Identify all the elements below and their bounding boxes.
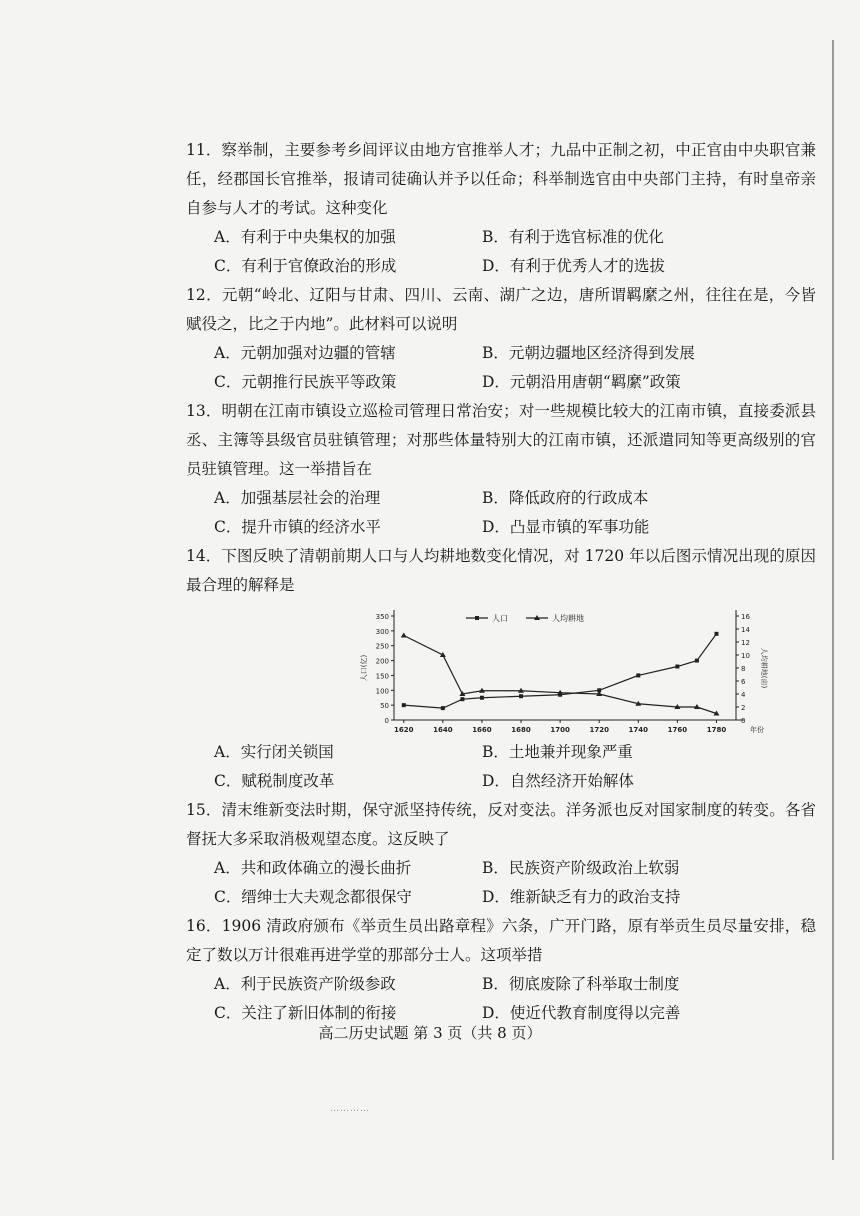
x-tick-label: 1720	[589, 726, 609, 734]
question-stem: 13．明朝在江南市镇设立巡检司管理日常治安；对一些规模比较大的江南市镇，直接委派县丞、主簿等县级官员驻镇管理；对那些体量特别大的江南市镇，还派遣同知等更高级别的官员驻镇管理。这一举措旨在	[186, 402, 816, 478]
chart-svg	[354, 602, 794, 738]
option-a[interactable]: A．实行闭关锁国	[214, 743, 334, 761]
left-tick-label: 300	[375, 627, 389, 636]
left-tick-label: 100	[375, 687, 389, 696]
point-population	[460, 697, 464, 701]
option-b[interactable]: B．土地兼并现象严重	[482, 743, 633, 761]
option-grid	[214, 339, 816, 397]
x-tick-label: 1680	[511, 726, 531, 734]
point-farmland	[401, 633, 407, 638]
option-grid	[214, 970, 816, 1028]
option-a[interactable]: A．加强基层社会的治理	[214, 489, 381, 507]
option-c[interactable]: C．赋税制度改革	[214, 772, 335, 790]
left-tick-label: 200	[375, 657, 389, 666]
question-15	[186, 796, 816, 912]
left-tick-label: 250	[375, 642, 389, 651]
option-a[interactable]: A．有利于中央集权的加强	[214, 228, 396, 246]
series-line-farmland	[404, 636, 717, 714]
x-tick-label: 1620	[394, 726, 414, 734]
option-a[interactable]: A．元朝加强对边疆的管辖	[214, 344, 396, 362]
option-c[interactable]: C．关注了新旧体制的衔接	[214, 1004, 397, 1022]
right-tick-label: 12	[741, 639, 750, 647]
question-list	[186, 136, 816, 1028]
question-16	[186, 912, 816, 1028]
option-c[interactable]: C．缙绅士大夫观念都很保守	[214, 888, 412, 906]
option-a[interactable]: A．利于民族资产阶级参政	[214, 975, 396, 993]
option-d[interactable]: D．元朝沿用唐朝“羁縻”政策	[482, 373, 681, 391]
option-c[interactable]: C．提升市镇的经济水平	[214, 518, 381, 536]
right-tick-label: 6	[741, 678, 746, 686]
option-b[interactable]: B．民族资产阶级政治上软弱	[482, 859, 680, 877]
x-tick-label: 1780	[706, 726, 727, 734]
page-footer: 高二历史试题 第 3 页（共 8 页）	[318, 1024, 542, 1042]
option-d[interactable]: D．自然经济开始解体	[482, 772, 634, 790]
question-stem: 11．察举制，主要参考乡闾评议由地方官推举人才；九品中正制之初，中正官由中央职官兼任，经郡国长官推举，报请司徒确认并予以任命；科举制选官由中央部门主持，有时皇帝亲自参与人才的考试。这种变化	[186, 141, 816, 217]
legend-marker-population	[475, 616, 479, 620]
option-c[interactable]: C．元朝推行民族平等政策	[214, 373, 397, 391]
option-d[interactable]: D．维新缺乏有力的政治支持	[482, 888, 681, 906]
point-population	[402, 703, 406, 707]
left-tick-label: 0	[384, 717, 389, 725]
option-c[interactable]: C．有利于官僚政治的形成	[214, 257, 397, 275]
right-axis-label: 人均耕地(亩)	[760, 647, 768, 689]
right-tick-label: 0	[741, 717, 746, 725]
left-tick-label: 350	[375, 613, 389, 621]
x-tick-label: 1740	[628, 726, 649, 734]
option-d[interactable]: D．凸显市镇的军事功能	[482, 518, 650, 536]
left-tick-label: 50	[380, 702, 389, 711]
option-b[interactable]: B．降低政府的行政成本	[482, 489, 649, 507]
left-axis-label: 人口(亿)	[360, 654, 368, 682]
footer-dots: …………	[330, 1104, 370, 1114]
point-population	[480, 696, 484, 700]
x-axis-label: 年份	[750, 726, 764, 734]
point-population	[519, 694, 523, 698]
question-12	[186, 281, 816, 397]
x-tick-label: 1640	[433, 726, 453, 734]
x-tick-label: 1760	[667, 726, 688, 734]
right-tick-label: 4	[741, 691, 746, 699]
question-13	[186, 397, 816, 542]
right-tick-label: 16	[741, 613, 750, 621]
right-tick-label: 14	[741, 626, 750, 634]
question-11	[186, 136, 816, 281]
option-d[interactable]: D．使近代教育制度得以完善	[482, 1004, 681, 1022]
question-stem: 12．元朝“岭北、辽阳与甘肃、四川、云南、湖广之边，唐所谓羁縻之州，往往在是，今皆赋役之，比之于内地”。此材料可以说明	[186, 286, 816, 333]
question-14	[186, 542, 816, 796]
point-population	[675, 665, 679, 669]
option-grid	[214, 223, 816, 281]
point-population	[714, 632, 718, 636]
point-population	[441, 706, 445, 710]
point-population	[695, 659, 699, 663]
option-b[interactable]: B．元朝边疆地区经济得到发展	[482, 344, 695, 362]
option-grid	[214, 484, 816, 542]
question-stem: 14．下图反映了清朝前期人口与人均耕地数变化情况，对 1720 年以后图示情况出现的原因最合理的解释是	[186, 547, 816, 594]
population-chart	[354, 602, 794, 738]
question-stem: 15．清末维新变法时期，保守派坚持传统，反对变法。洋务派也反对国家制度的转变。各省督抚大多采取消极观望态度。这反映了	[186, 801, 816, 848]
left-tick-label: 150	[375, 672, 389, 681]
option-b[interactable]: B．彻底废除了科举取士制度	[482, 975, 680, 993]
option-d[interactable]: D．有利于优秀人才的选拔	[482, 257, 665, 275]
question-stem: 16．1906 清政府颁布《举贡生员出路章程》六条，广开门路，原有举贡生员尽量安排，稳定了数以万计很难再进学堂的那部分士人。这项举措	[186, 917, 816, 964]
option-grid	[214, 854, 816, 912]
x-tick-label: 1660	[472, 726, 492, 734]
page-edge-rule	[832, 40, 834, 1160]
option-grid	[214, 738, 816, 796]
right-tick-label: 10	[741, 652, 750, 660]
x-tick-label: 1700	[550, 726, 570, 734]
legend-label-population: 人口	[492, 614, 508, 623]
legend-label-farmland: 人均耕地	[552, 614, 584, 623]
option-a[interactable]: A．共和政体确立的漫长曲折	[214, 859, 412, 877]
option-b[interactable]: B．有利于选官标准的优化	[482, 228, 664, 246]
point-population	[636, 673, 640, 677]
right-tick-label: 8	[741, 665, 746, 673]
right-tick-label: 2	[741, 704, 746, 712]
